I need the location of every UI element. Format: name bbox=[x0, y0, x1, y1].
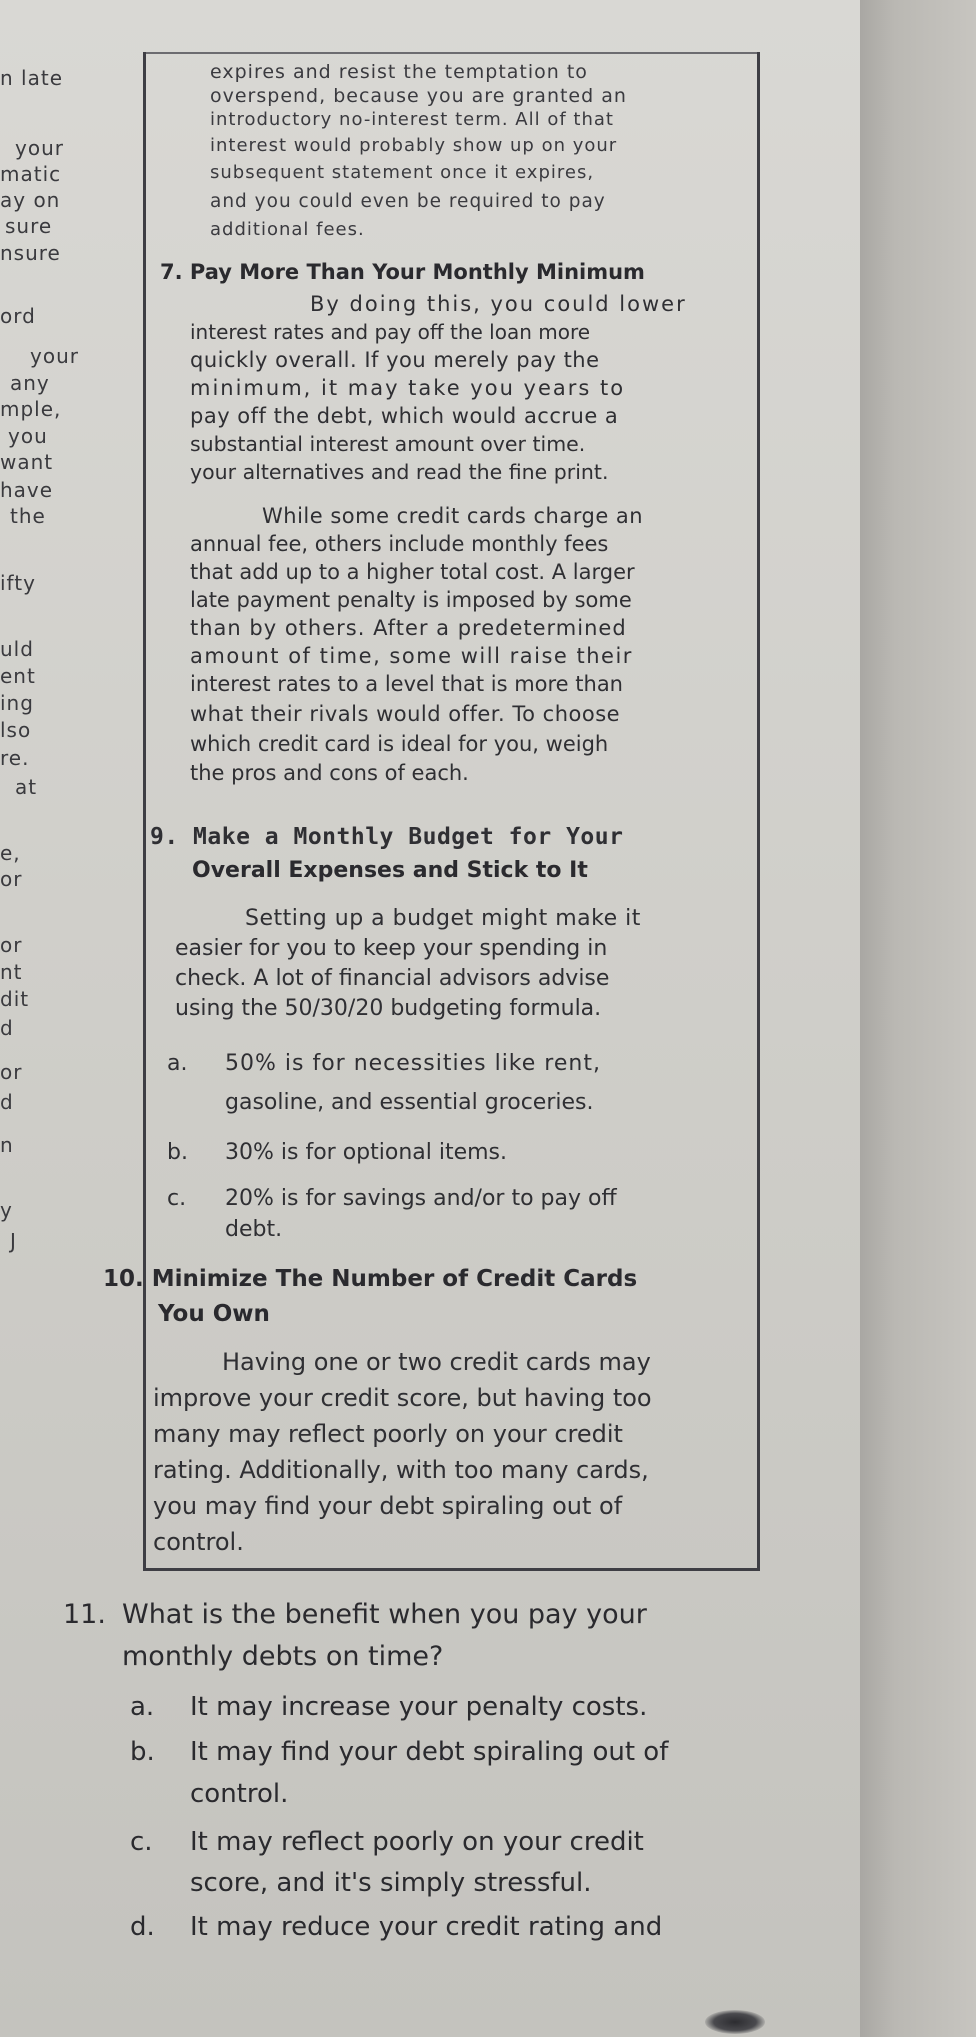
option-b-marker: b. bbox=[130, 1737, 155, 1767]
section-10-heading-line-2: You Own bbox=[158, 1301, 270, 1327]
option-c-line-2: score, and it's simply stressful. bbox=[190, 1868, 592, 1898]
question-11-line-1: What is the benefit when you pay your bbox=[122, 1599, 647, 1630]
left-fragment-f24: or bbox=[0, 933, 23, 957]
left-fragment-f26: dit bbox=[0, 987, 30, 1011]
section-9-heading-line-1: 9. Make a Monthly Budget for Your bbox=[150, 824, 624, 850]
s7-p1-line-5: pay off the debt, which would accrue a bbox=[190, 404, 619, 428]
s9-p-line-3: check. A lot of financial advisors advise bbox=[175, 966, 610, 991]
s7-p1-line-3: quickly overall. If you merely pay the bbox=[190, 348, 600, 372]
left-fragment-f25: nt bbox=[0, 960, 23, 984]
left-fragment-f16: uld bbox=[0, 637, 34, 661]
s7-p2-line-6: amount of time, some will raise their bbox=[190, 644, 633, 668]
left-fragment-f1: n late bbox=[0, 66, 63, 90]
s9-item-a-line-2: gasoline, and essential groceries. bbox=[225, 1090, 594, 1115]
s9-item-c-marker: c. bbox=[167, 1186, 187, 1211]
s7-p2-line-2: annual fee, others include monthly fees bbox=[190, 532, 609, 556]
left-fragment-f14: the bbox=[10, 504, 46, 528]
left-fragment-f20: re. bbox=[0, 746, 30, 770]
question-11-line-2: monthly debts on time? bbox=[122, 1641, 444, 1672]
s7-p1-line-4: minimum, it may take you years to bbox=[190, 376, 626, 400]
left-fragment-f10: mple, bbox=[0, 397, 62, 421]
s10-p-line-3: many may reflect poorly on your credit bbox=[153, 1420, 623, 1448]
intro-line-4: interest would probably show up on your bbox=[210, 135, 618, 156]
left-fragment-f2: your bbox=[15, 136, 64, 160]
question-11-number: 11. bbox=[63, 1599, 106, 1630]
left-fragment-f3: matic bbox=[0, 162, 62, 186]
left-fragment-f15: ifty bbox=[0, 571, 36, 595]
s9-p-line-2: easier for you to keep your spending in bbox=[175, 936, 608, 961]
option-a-line-1: It may increase your penalty costs. bbox=[190, 1692, 648, 1722]
s7-p2-line-9: which credit card is ideal for you, weigh bbox=[190, 732, 609, 756]
intro-line-6: and you could even be required to pay bbox=[210, 191, 606, 212]
left-fragment-f17: ent bbox=[0, 664, 36, 688]
s10-p-line-1: Having one or two credit cards may bbox=[222, 1348, 651, 1376]
s9-item-a-line-1: 50% is for necessities like rent, bbox=[225, 1051, 601, 1076]
option-a-marker: a. bbox=[130, 1692, 155, 1722]
left-fragment-f28: or bbox=[0, 1060, 23, 1084]
s7-p1-line-2: interest rates and pay off the loan more bbox=[190, 320, 591, 344]
left-fragment-f22: e, bbox=[0, 841, 21, 865]
s7-p1-line-6: substantial interest amount over time. bbox=[190, 432, 586, 456]
s9-item-c-line-2: debt. bbox=[225, 1217, 283, 1242]
option-b-line-2: control. bbox=[190, 1779, 289, 1809]
s7-p1-line-1: By doing this, you could lower bbox=[310, 292, 687, 316]
intro-line-5: subsequent statement once it expires, bbox=[210, 162, 595, 183]
left-fragment-f31: y bbox=[0, 1198, 13, 1222]
s9-item-b-marker: b. bbox=[167, 1140, 188, 1165]
s7-p1-line-7: your alternatives and read the fine print. bbox=[190, 460, 609, 484]
s10-p-line-5: you may find your debt spiraling out of bbox=[153, 1492, 623, 1520]
page-shadow-mark bbox=[705, 2010, 765, 2034]
left-fragment-f8: your bbox=[30, 344, 79, 368]
s9-p-line-4: using the 50/30/20 budgeting formula. bbox=[175, 996, 602, 1021]
option-c-line-1: It may reflect poorly on your credit bbox=[190, 1827, 644, 1857]
s7-p2-line-3: that add up to a higher total cost. A larger bbox=[190, 560, 635, 584]
left-fragment-f27: d bbox=[0, 1016, 14, 1040]
intro-line-3: introductory no-interest term. All of that bbox=[210, 109, 614, 130]
s9-item-c-line-1: 20% is for savings and/or to pay off bbox=[225, 1186, 617, 1211]
s7-p2-line-4: late payment penalty is imposed by some bbox=[190, 588, 632, 612]
intro-line-2: overspend, because you are granted an bbox=[210, 85, 627, 107]
left-fragment-f4: ay on bbox=[0, 188, 61, 212]
left-fragment-f12: want bbox=[0, 450, 54, 474]
left-fragment-f23: or bbox=[0, 867, 23, 891]
left-column-fragments bbox=[0, 0, 140, 1600]
s7-p2-line-5: than by others. After a predetermined bbox=[190, 616, 627, 640]
left-fragment-f30: n bbox=[0, 1133, 14, 1157]
left-fragment-f18: ing bbox=[0, 691, 34, 715]
intro-line-1: expires and resist the temptation to bbox=[210, 61, 588, 83]
s10-p-line-2: improve your credit score, but having too bbox=[153, 1384, 652, 1412]
s7-p2-line-7: interest rates to a level that is more than bbox=[190, 672, 623, 696]
intro-line-7: additional fees. bbox=[210, 219, 365, 240]
left-fragment-f29: d bbox=[0, 1090, 14, 1114]
left-fragment-f7: ord bbox=[0, 304, 36, 328]
option-b-line-1: It may find your debt spiraling out of bbox=[190, 1737, 669, 1767]
option-d-line-1: It may reduce your credit rating and bbox=[190, 1912, 663, 1942]
left-fragment-f5: sure bbox=[5, 214, 53, 238]
left-fragment-f9: any bbox=[10, 371, 50, 395]
s9-p-line-1: Setting up a budget might make it bbox=[245, 906, 641, 931]
left-fragment-f21: at bbox=[15, 775, 38, 799]
s7-p2-line-8: what their rivals would offer. To choose bbox=[190, 702, 621, 726]
left-fragment-f11: you bbox=[8, 424, 48, 448]
s9-item-a-marker: a. bbox=[167, 1051, 188, 1076]
s10-p-line-4: rating. Additionally, with too many cards, bbox=[153, 1456, 649, 1484]
section-9-heading-line-2: Overall Expenses and Stick to It bbox=[192, 858, 588, 883]
background-surface bbox=[860, 0, 976, 2037]
s9-item-b-line-1: 30% is for optional items. bbox=[225, 1140, 508, 1165]
left-fragment-f19: lso bbox=[0, 718, 32, 742]
section-7-heading: 7. Pay More Than Your Monthly Minimum bbox=[160, 260, 645, 284]
option-c-marker: c. bbox=[130, 1827, 153, 1857]
s7-p2-line-10: the pros and cons of each. bbox=[190, 761, 469, 785]
section-10-heading-line-1: 10. Minimize The Number of Credit Cards bbox=[103, 1266, 638, 1292]
left-fragment-f13: have bbox=[0, 478, 54, 502]
left-fragment-f6: nsure bbox=[0, 241, 61, 265]
option-d-marker: d. bbox=[130, 1912, 155, 1942]
left-fragment-f32: J bbox=[10, 1229, 17, 1253]
s7-p2-line-1: While some credit cards charge an bbox=[262, 504, 644, 528]
s10-p-line-6: control. bbox=[153, 1528, 244, 1556]
